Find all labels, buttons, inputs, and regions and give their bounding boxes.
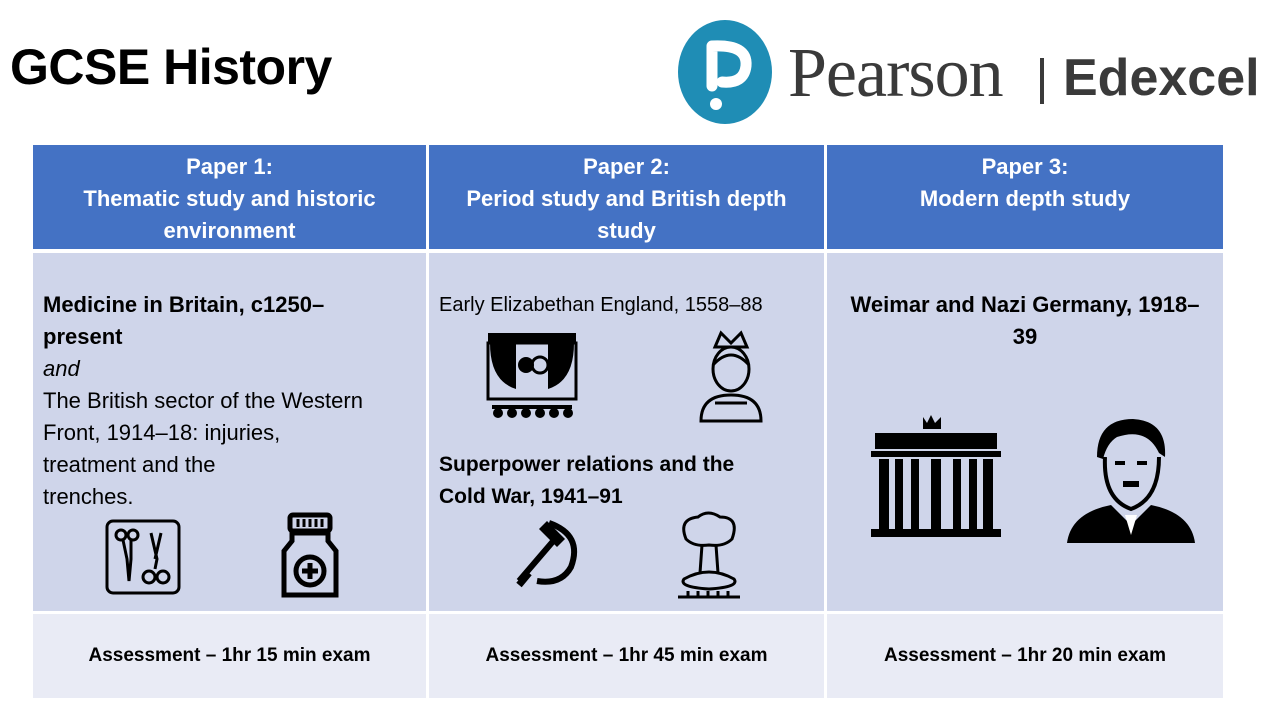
theatre-stage-icon bbox=[486, 331, 578, 423]
medicine-bottle-icon bbox=[280, 511, 340, 599]
paper2-assessment: Assessment – 1hr 45 min exam bbox=[429, 614, 824, 698]
queen-icon bbox=[695, 325, 767, 425]
connector-and: and bbox=[43, 356, 80, 381]
logo-divider bbox=[1040, 58, 1044, 104]
dictator-portrait-icon bbox=[1067, 413, 1195, 543]
pearson-p-icon bbox=[678, 20, 772, 124]
elizabethan-topic: Early Elizabethan England, 1558–88 bbox=[439, 294, 763, 316]
weimar-topic: Weimar and Nazi Germany, 1918– bbox=[850, 292, 1200, 317]
surgical-instruments-icon bbox=[105, 519, 181, 595]
mushroom-cloud-icon bbox=[674, 509, 744, 601]
paper2-heading: Paper 2: Period study and British depth study bbox=[429, 145, 824, 249]
paper1-content: Medicine in Britain, c1250– present and The British sector of the Western Front, 1914–18: injuries, treatment and the trenches. bbox=[33, 253, 426, 611]
cold-war-topic: Superpower relations and the bbox=[439, 453, 735, 476]
medicine-topic-title: Medicine in Britain, c1250– bbox=[43, 292, 325, 317]
brand-sub: Edexcel bbox=[1063, 49, 1260, 107]
brandenburg-gate-icon bbox=[871, 411, 1001, 539]
page-title: GCSE History bbox=[10, 39, 332, 95]
papers-table bbox=[33, 145, 1223, 698]
paper3-heading: Paper 3: Modern depth study bbox=[827, 145, 1223, 249]
paper1-assessment: Assessment – 1hr 15 min exam bbox=[33, 614, 426, 698]
pearson-edexcel-logo bbox=[678, 20, 1258, 126]
paper2-content: Early Elizabethan England, 1558–88 Superpower relations and the Cold War, 1941–91 bbox=[429, 253, 824, 611]
brand-name: Pearson bbox=[788, 35, 1003, 112]
hammer-and-sickle-icon bbox=[509, 515, 585, 591]
paper1-heading: Paper 1: Thematic study and historic environment bbox=[33, 145, 426, 249]
paper3-assessment: Assessment – 1hr 20 min exam bbox=[827, 614, 1223, 698]
western-front-topic: The British sector of the Western bbox=[43, 388, 363, 413]
paper3-content: Weimar and Nazi Germany, 1918– 39 bbox=[827, 253, 1223, 611]
